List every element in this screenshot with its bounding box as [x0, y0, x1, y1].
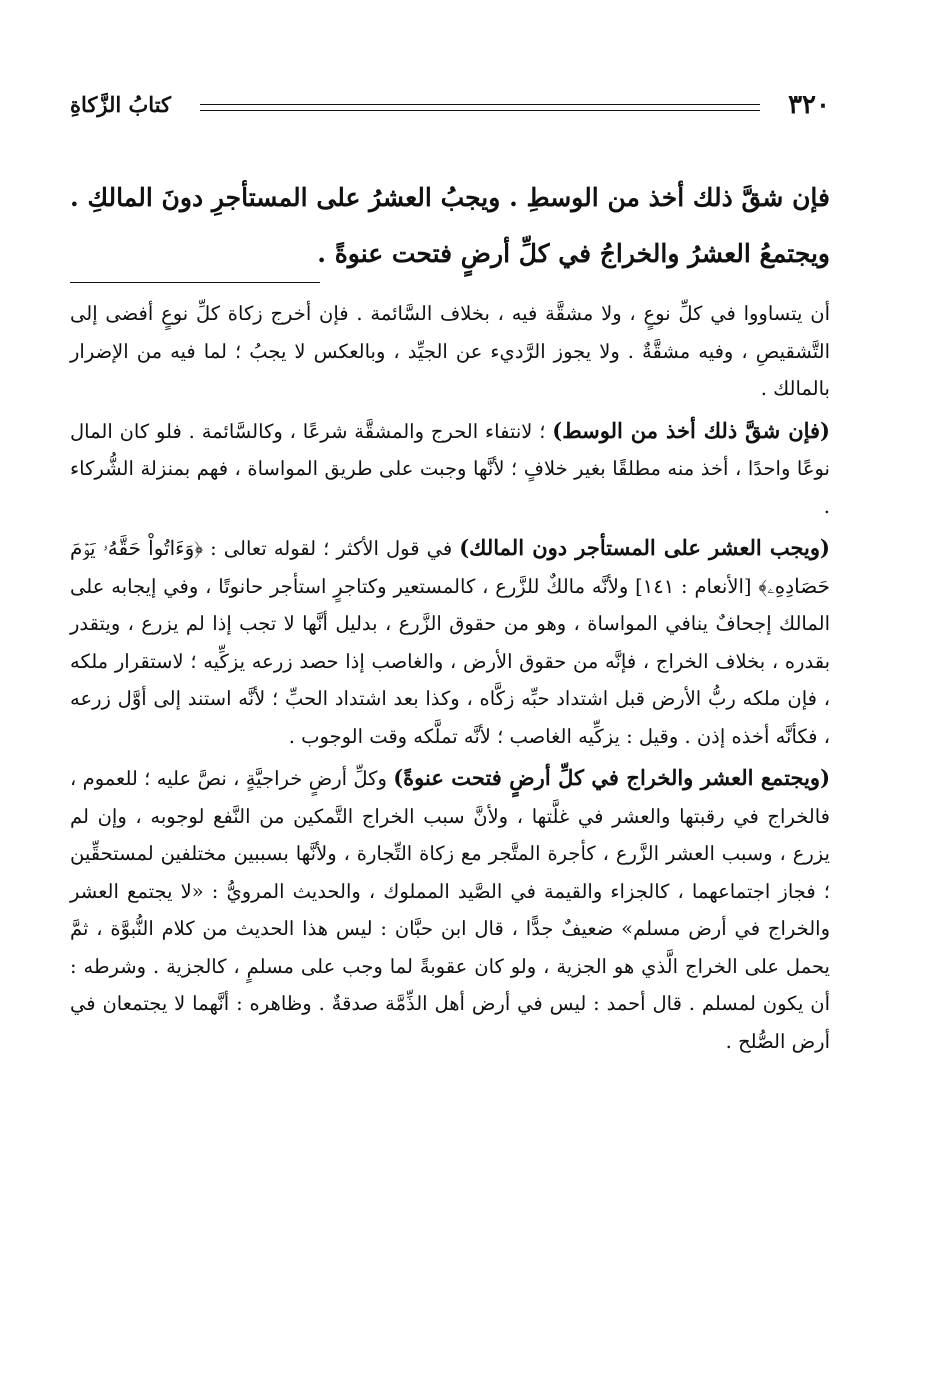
commentary: [70, 295, 830, 1064]
book-title: كتابُ الزَّكاةِ: [70, 92, 172, 117]
matn-text: فإن شقَّ ذلك أخذ من الوسطِ . ويجبُ العشرُ على المستأجرِ دونَ المالكِ . ويجتمعُ العشرُ والخراجُ في كلِّ أرضٍ فتحت عنوةً .: [70, 183, 830, 268]
page-number: ٣٢٠: [788, 90, 830, 120]
commentary-text: وكلِّ أرضٍ خراجيَّةٍ ، نصَّ عليه ؛ للعموم ، فالخراج في رقبتها والعشر في غلَّتها ، ولأنَّ سبب الخراج التَّمكين من النَّفع لوجوبه ، وإن لم يزرع ، وسبب العشر الزَّرع ، كأجرة المتَّجر مع زكاة التِّجارة ، ولأنَّها بسببين مختلفين لمستحقِّين ؛ فجاز اجتماعهما ، كالجزاء والقيمة في الصَّيد المملوك ، والحديث المرويُّ : «لا يجتمع العشر والخراج في أرض مسلم» ضعيفٌ جدًّا ، قال ابن حبَّان : ليس هذا الحديث من كلام النُّبوَّة ، ثمَّ يحمل على الخراج الَّذي هو الجزية ، ولو كان عقوبةً لما وجب على مسلمٍ ، كالجزية . وشرطه : أن يكون لمسلم . قال أحمد : ليس في أرض أهل الذِّمَّة صدقةٌ . وظاهره : أنَّهما لا يجتمعان في أرض الصُّلح .: [70, 767, 830, 1053]
matn-quote: (ويجتمع العشر والخراج في كلِّ أرضٍ فتحت عنوةً): [393, 765, 831, 790]
commentary-paragraph-3: [70, 529, 830, 755]
commentary-text: في قول الأكثر ؛ لقوله تعالى :: [203, 537, 460, 560]
commentary-paragraph-1: أن يتساووا في كلِّ نوعٍ ، ولا مشقَّة فيه ، بخلاف السَّائمة . فإن أخرج زكاة كلِّ نوعٍ أفضى إلى التَّشقيصِ ، وفيه مشقَّةٌ . ولا يجوز الرَّديء عن الجيِّد ، وبالعكس لا يجبُ ؛ لما فيه من الإضرار بالمالك .: [70, 302, 830, 400]
commentary-text: [الأنعام : ١٤١] ولأنَّه مالكٌ للزَّرع ، كالمستعير وكتاجرٍ استأجر حانوتًا ، وفي إيجابه على المالك إجحافٌ ينافي المواساة ، وهو من حقوق الزَّرع ، بدليل أنَّها لا تجب إذا لم يزرع ، ويتقدر بقدره ، بخلاف الخراج ، فإنَّه من حقوق الأرض ، والغاصب إذا حصد زرعه يزكِّيه ؛ لاستقرار ملكه ، فإن ملكه ربُّ الأرض قبل اشتداد حبِّه زكَّاه ، وكذا بعد اشتداد الحبِّ ؛ لأنَّه استند إلى أوَّل زرعه ، فكأنَّه أخذه إذن . وقيل : يزكِّيه الغاصب ؛ لأنَّه تملَّكه وقت الوجوب .: [70, 574, 830, 748]
header-rule: [200, 104, 760, 111]
commentary-paragraph-4: [70, 759, 830, 1060]
matn-quote: (فإن شقَّ ذلك أخذ من الوسط): [552, 417, 830, 443]
quran-verse: ﴿وَءَاتُواْ حَقَّهُۥ يَوۡمَ حَصَادِهِۦ﴾: [70, 536, 830, 598]
page-header: [70, 90, 830, 130]
commentary-text: ؛ لانتفاء الحرج والمشقَّة شرعًا ، وكالسَّائمة . فلو كان المال نوعًا واحدًا ، أخذ منه مطلقًا بغير خلافٍ ؛ لأنَّها وجبت على طريق المواساة ، فهم بمنزلة الشُّركاء .: [70, 419, 830, 518]
matn-separator: [70, 282, 320, 283]
matn-quote: (ويجب العشر على المستأجر دون المالك): [459, 535, 830, 560]
commentary-paragraph-2: [70, 412, 830, 526]
